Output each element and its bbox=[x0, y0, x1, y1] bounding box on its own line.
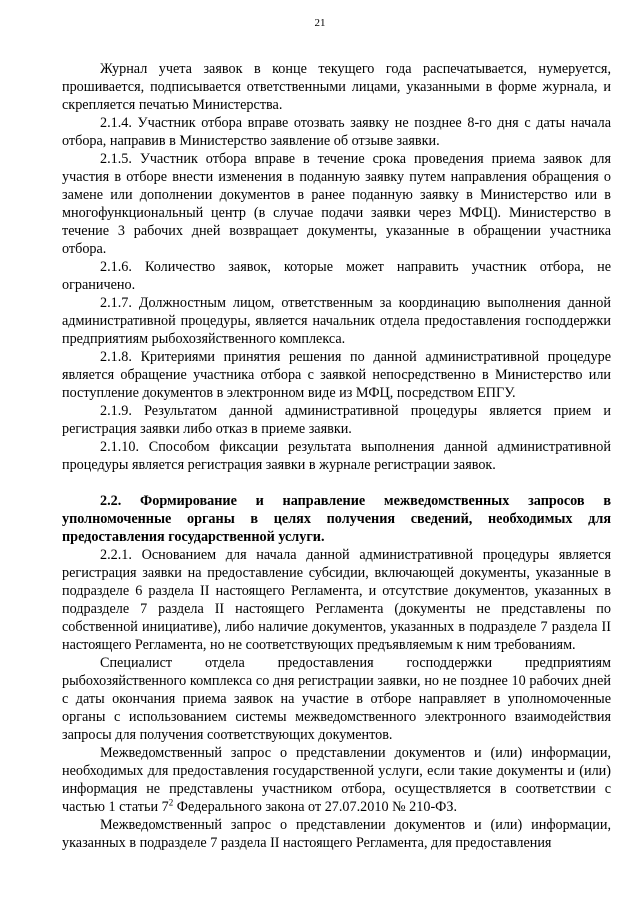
paragraph-2-1-9: 2.1.9. Результатом данной административной процедуры является прием и регистрация заявки либо отказ в приеме заявки. bbox=[62, 403, 611, 437]
paragraph-interagency-request-law bbox=[62, 744, 611, 816]
paragraph-2-1-6: 2.1.6. Количество заявок, которые может направить участник отбора, не ограничено. bbox=[62, 259, 611, 293]
paragraph-journal-printing: Журнал учета заявок в конце текущего года распечатывается, нумеруется, прошивается, подписывается ответственными лицами, указанными в форме журнала, и скрепляется печатью Министерства. bbox=[62, 61, 611, 113]
page-number: 21 bbox=[314, 17, 326, 29]
document-body bbox=[62, 60, 611, 852]
law-text-after: Федерального закона от 27.07.2010 № 210-ФЗ. bbox=[173, 799, 458, 815]
paragraph-2-1-4: 2.1.4. Участник отбора вправе отозвать заявку не позднее 8-го дня с даты начала отбора, направив в Министерство заявление об отзыве заявки. bbox=[62, 115, 611, 149]
paragraph-2-2-1: 2.2.1. Основанием для начала данной административной процедуры является регистрация заявки на предоставление субсидии, включающей документы, указанные в подразделе 6 раздела II настоящего Регламента, и отсутствие документов, указанных в подразделе 7 раздела II настоящего Регламента (документы не представлены по собственной инициативе), либо наличие документов, указанных в подразделе 7 раздела II настоящего Регламента, но не соответствующих предъявляемым к ним требованиям. bbox=[62, 547, 611, 653]
section-heading-2-2: 2.2. Формирование и направление межведомственных запросов в уполномоченные органы в целях получения сведений, необходимых для предоставления государственной услуги. bbox=[62, 493, 611, 545]
paragraph-2-1-5: 2.1.5. Участник отбора вправе в течение срока проведения приема заявок для участия в отборе внести изменения в поданную заявку путем направления обращения о замене или дополнении документов в ранее поданную заявку в Министерство или в многофункциональный центр (в случае подачи заявки через МФЦ). Министерство в течение 3 рабочих дней возвращает документы, указанные в обращении участника отбора. bbox=[62, 151, 611, 257]
law-text-before: Межведомственный запрос о представлении документов и (или) информации, необходимых для предоставления государственной услуги, если такие документы и (или) информация не представлены участником отбора, осуществляется в соответствии с частью 1 статьи 7 bbox=[62, 745, 611, 815]
paragraph-2-1-10: 2.1.10. Способом фиксации результата выполнения данной административной процедуры является регистрация заявки в журнале регистрации заявок. bbox=[62, 439, 611, 473]
law-article-superscript: 2 bbox=[168, 797, 174, 808]
paragraph-2-1-7: 2.1.7. Должностным лицом, ответственным за координацию выполнения данной административной процедуры, является начальник отдела предоставления господдержки предприятиям рыбохозяйственного комплекса. bbox=[62, 295, 611, 347]
section-spacer bbox=[62, 474, 611, 492]
paragraph-interagency-request-continued: Межведомственный запрос о представлении документов и (или) информации, указанных в подразделе 7 раздела II настоящего Регламента, для предоставления bbox=[62, 817, 611, 851]
paragraph-specialist: Специалист отдела предоставления господдержки предприятиям рыбохозяйственного комплекса со дня регистрации заявки, но не позднее 10 рабочих дней с даты окончания приема заявок на участие в отборе направляет в уполномоченные органы с использованием системы межведомственного электронного взаимодействия запросы для получения соответствующих документов. bbox=[62, 655, 611, 743]
paragraph-2-1-8: 2.1.8. Критериями принятия решения по данной административной процедуре является обращение участника отбора с заявкой непосредственно в Министерство или поступление документов в электронном виде из МФЦ, посредством ЕПГУ. bbox=[62, 349, 611, 401]
